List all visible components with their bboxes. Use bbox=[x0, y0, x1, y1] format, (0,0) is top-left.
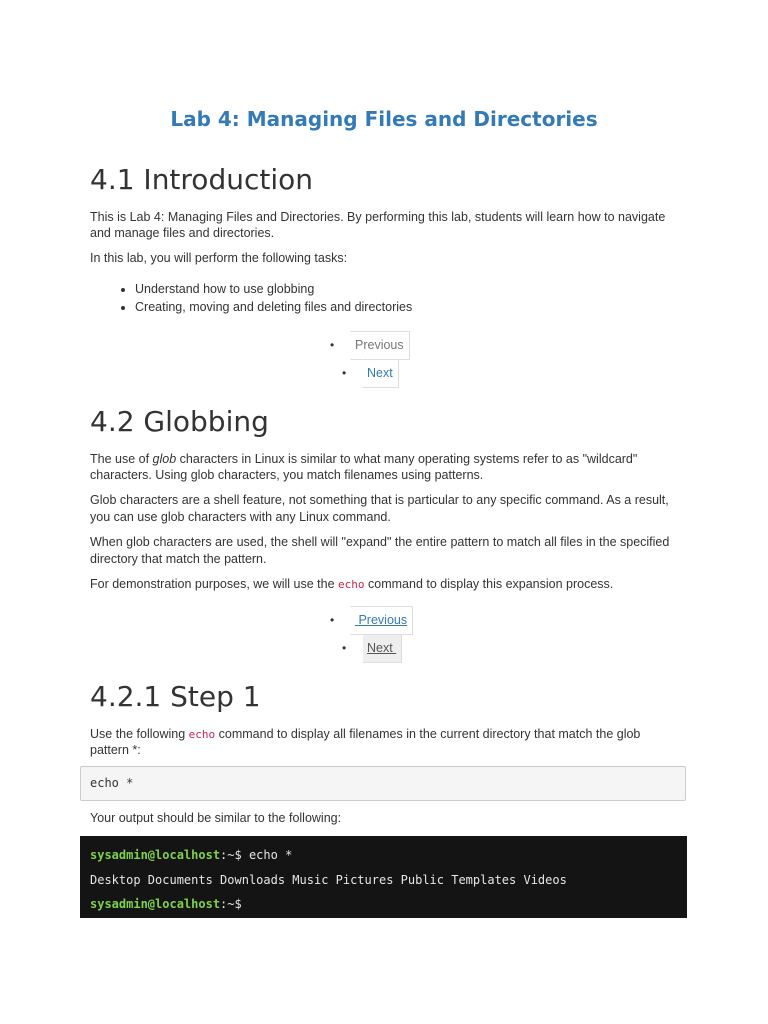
terminal-line-2: Desktop Documents Downloads Music Pictures Public Templates Videos bbox=[90, 872, 567, 887]
globbing-paragraph-3: When glob characters are used, the shell will "expand" the entire pattern to match all files in the specified directory that match the pattern. bbox=[90, 535, 670, 566]
prompt-path: :~$ bbox=[220, 897, 242, 911]
bullet-icon: • bbox=[342, 641, 347, 656]
terminal-command: echo * bbox=[248, 848, 293, 862]
prompt-user: sysadmin@localhost bbox=[90, 897, 221, 911]
step1-section bbox=[90, 680, 680, 767]
step1-paragraph-1: Use the following echo command to display all filenames in the current directory that match the glob pattern *: bbox=[90, 726, 641, 758]
bullet-icon: • bbox=[330, 613, 335, 628]
intro-section bbox=[90, 163, 680, 317]
pager-2-previous-item bbox=[330, 606, 413, 635]
globbing-paragraph-1: The use of glob characters in Linux is similar to what many operating systems refer to as "wildcard" characters. Using glob characters, you match filenames using patterns. bbox=[90, 451, 638, 483]
inline-code: echo bbox=[188, 727, 216, 741]
glob-emphasis: glob bbox=[152, 451, 177, 466]
pager-2-next-item bbox=[342, 634, 402, 663]
pager-1-next-item bbox=[342, 359, 399, 388]
bullet-icon: • bbox=[342, 366, 347, 381]
globbing-section bbox=[90, 405, 680, 601]
globbing-paragraph-2: Glob characters are a shell feature, not something that is particular to any specific command. As a result, you can use glob characters with any Linux command. bbox=[90, 493, 669, 525]
intro-heading: 4.1 Introduction bbox=[90, 163, 313, 196]
terminal-output bbox=[80, 836, 687, 918]
inline-code: echo bbox=[338, 577, 365, 591]
globbing-heading: 4.2 Globbing bbox=[90, 405, 269, 438]
intro-paragraph-1: This is Lab 4: Managing Files and Directories. By performing this lab, students will learn how to navigate and manage files and directories. bbox=[90, 209, 666, 241]
page-title: Lab 4: Managing Files and Directories bbox=[170, 107, 598, 131]
pager-1-previous-item bbox=[330, 331, 410, 360]
intro-paragraph-2: In this lab, you will perform the following tasks: bbox=[90, 251, 348, 266]
terminal-line-3 bbox=[90, 892, 677, 917]
globbing-paragraph-4: For demonstration purposes, we will use the echo command to display this expansion process. bbox=[90, 576, 614, 591]
bullet-icon: • bbox=[330, 338, 335, 353]
previous-button[interactable]: Previous bbox=[350, 331, 410, 360]
previous-button[interactable]: Previous bbox=[350, 606, 413, 635]
output-intro-text: Your output should be similar to the following: bbox=[90, 811, 342, 825]
next-button[interactable]: Next bbox=[362, 359, 399, 388]
task-item: • Creating, moving and deleting files and directories bbox=[135, 299, 680, 316]
step1-heading: 4.2.1 Step 1 bbox=[90, 680, 261, 713]
prompt-user: sysadmin@localhost bbox=[90, 848, 221, 862]
task-list bbox=[90, 281, 680, 316]
task-item: • Understand how to use globbing bbox=[135, 281, 680, 298]
terminal-line-1 bbox=[90, 843, 677, 868]
command-code-block[interactable] bbox=[80, 766, 686, 801]
prompt-path: :~$ bbox=[220, 848, 249, 862]
output-intro-section bbox=[90, 810, 680, 835]
command-text: echo * bbox=[90, 776, 134, 790]
next-button[interactable]: Next bbox=[362, 634, 402, 663]
